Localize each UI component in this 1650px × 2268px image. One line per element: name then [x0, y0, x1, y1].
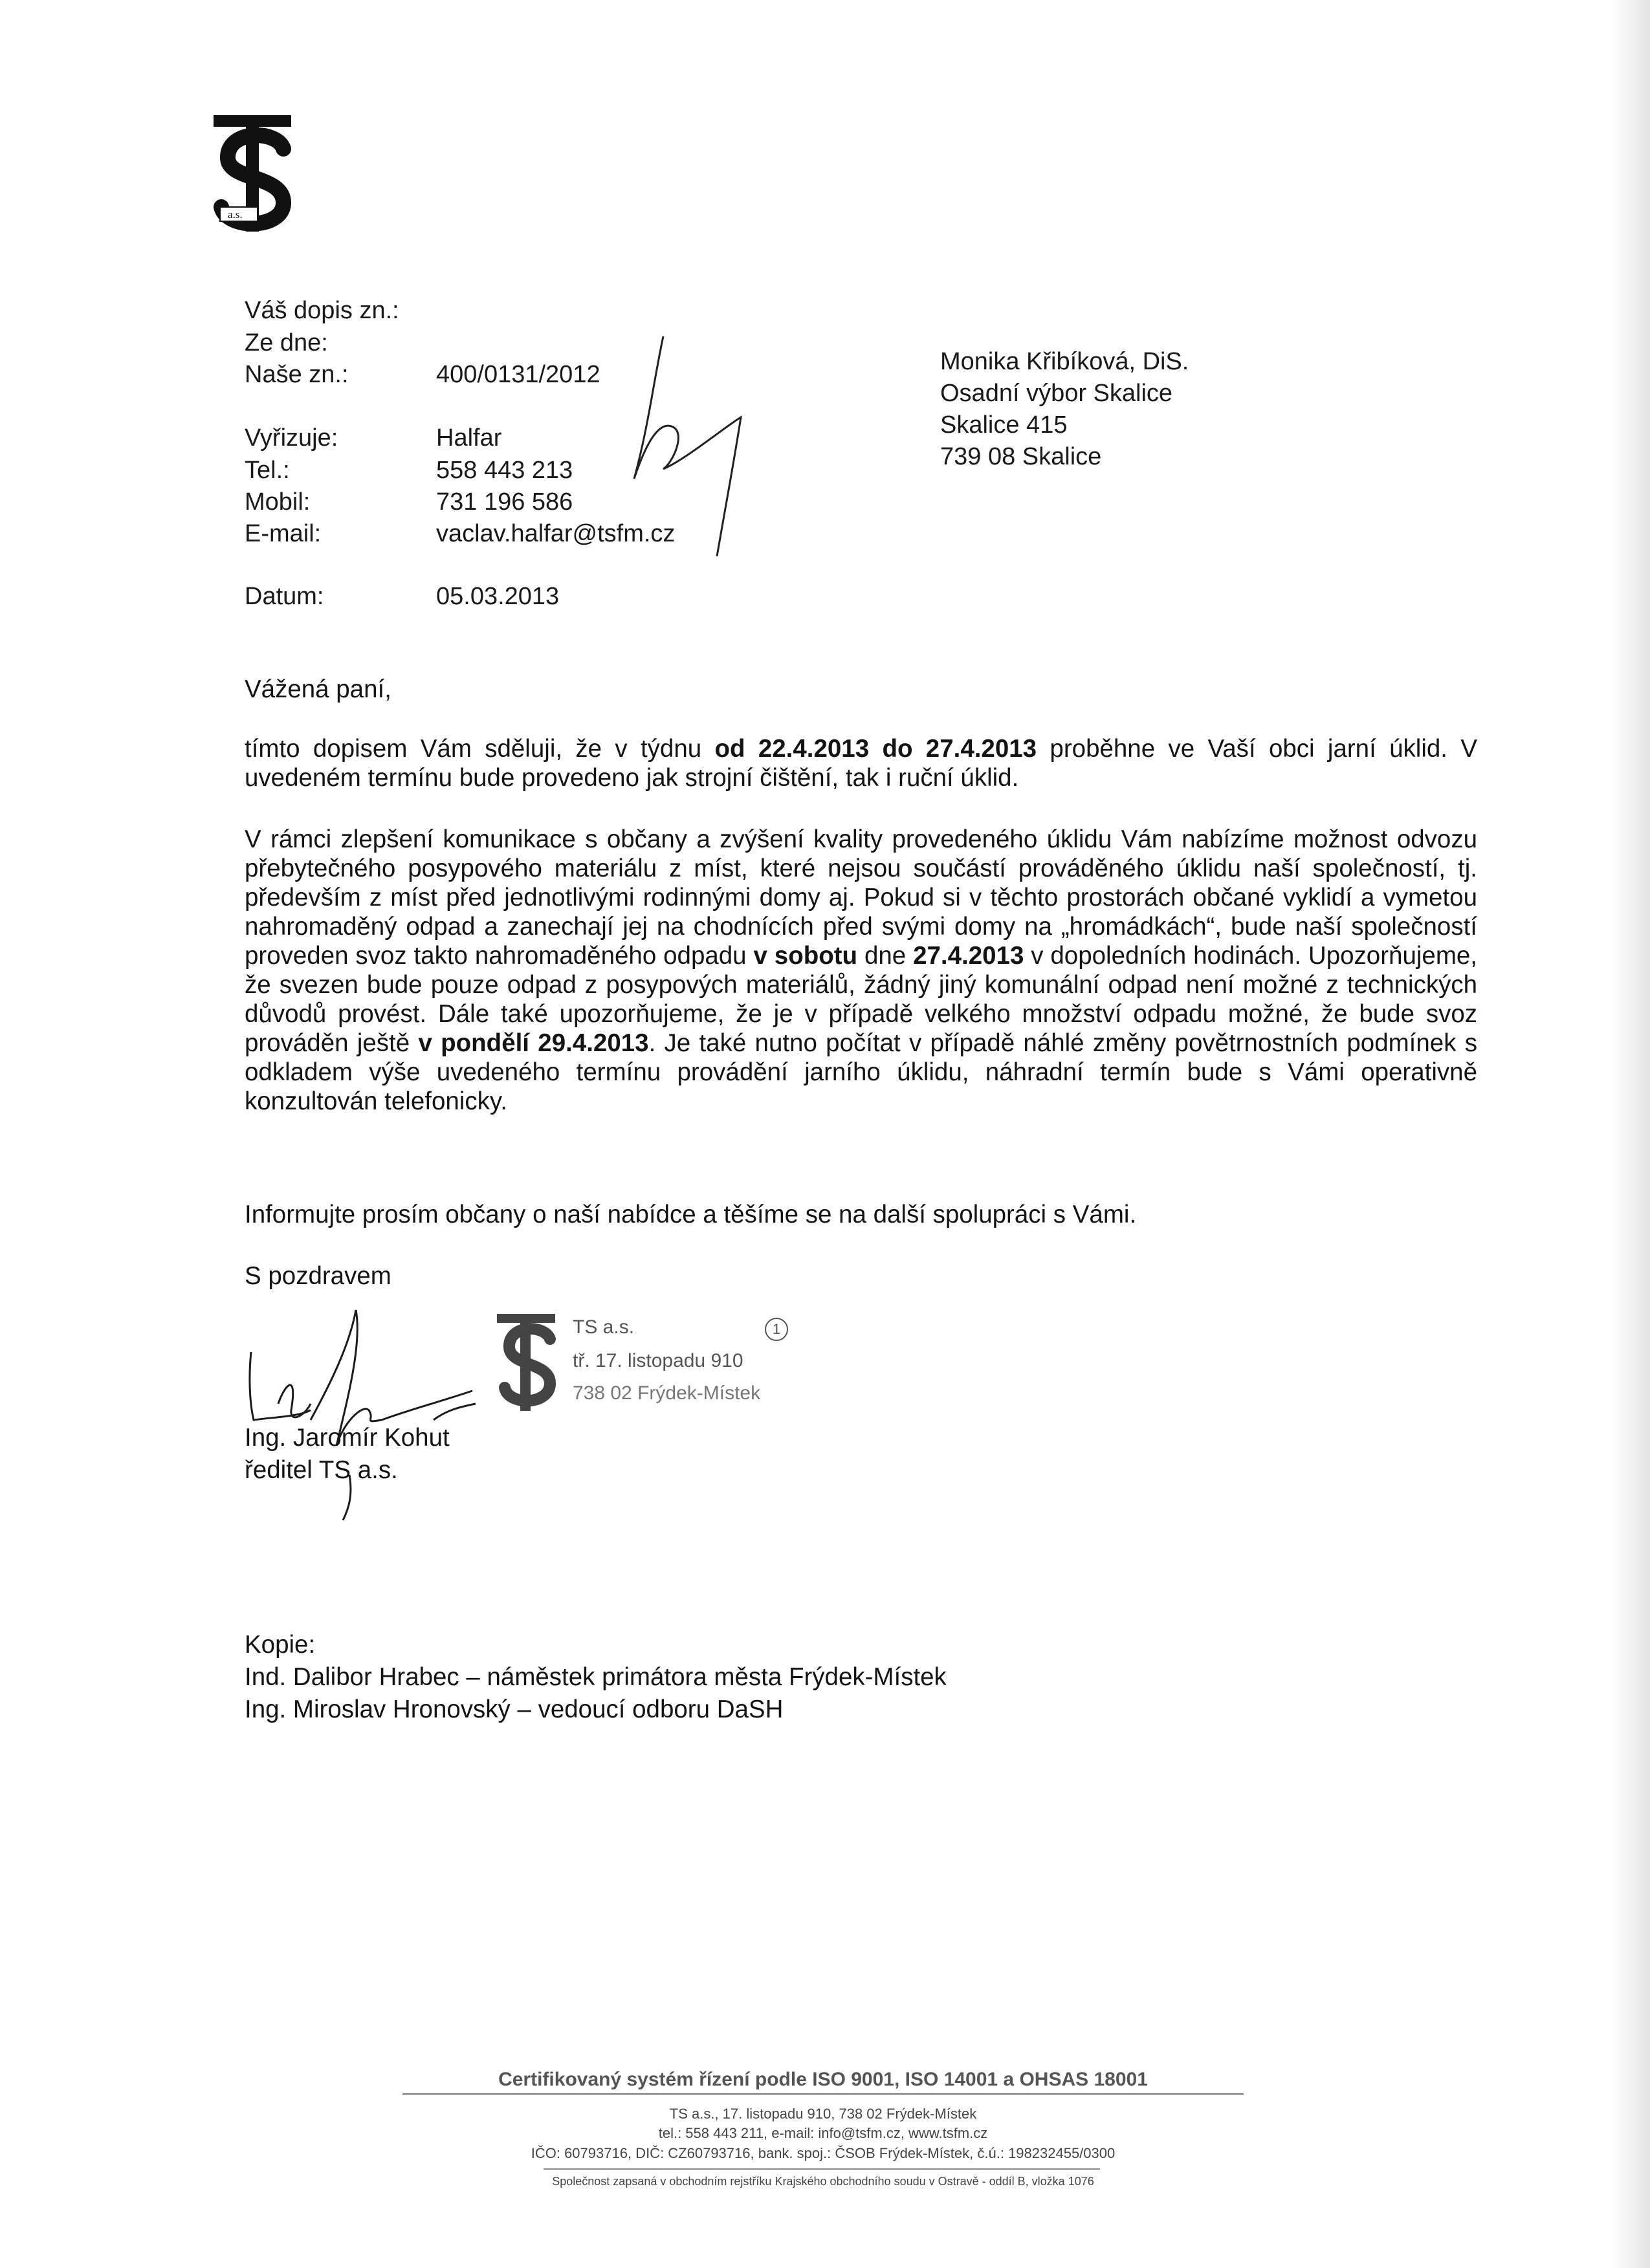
- salutation: Vážená paní,: [245, 675, 391, 703]
- stamp-logo-icon: [492, 1310, 563, 1420]
- company-stamp: [492, 1310, 828, 1433]
- recipient-name: Monika Křibíková, DiS.: [940, 348, 1189, 375]
- p2-text-d: . Je také nutno počítat v případě náhlé změny povětrnostních podmínek s odkladem výše uvedeného termínu provádění jarního úklidu, náhradní termín bude s Vámi operativně konzultován telefonicky.: [245, 1029, 1477, 1115]
- p2-saturday-bold: v sobotu: [753, 942, 858, 970]
- p1-text-a: tímto dopisem Vám sděluji, že v týdnu: [245, 735, 715, 763]
- ref-label-vas-dopis: Váš dopis zn.:: [245, 297, 399, 324]
- p2-text-b: dne: [857, 942, 914, 970]
- paragraph-1: [245, 734, 1477, 792]
- p2-monday-bold: v pondělí 29.4.2013: [418, 1029, 649, 1057]
- copy-recipient-2: Ing. Miroslav Hronovský – vedoucí odboru DaSH: [245, 1696, 784, 1723]
- ref-value-vyrizuje: Halfar: [436, 424, 502, 452]
- ref-label-vyrizuje: Vyřizuje:: [245, 424, 338, 452]
- ref-value-mobil: 731 196 586: [436, 488, 573, 516]
- closing: S pozdravem: [245, 1262, 391, 1290]
- p2-text-c: v dopoledních hodinách. Upozorňujeme, že svezen bude pouze odpad z posypových materiálů, žádný jiný komunální odpad není možné z technických důvodů provést. Dále také upozorňujeme, že je v případě velkého množství odpadu možné, že bude svoz prováděn ještě: [245, 942, 1477, 1057]
- stamp-line-2: tř. 17. listopadu 910: [573, 1350, 743, 1371]
- p2-text-a: V rámci zlepšení komunikace s občany a zvýšení kvality provedeného úklidu Vám nabízíme možnost odvozu přebytečného posypového materiálu z míst, které nejsou součástí prováděného úklidu naší společností, tj. především z míst před jednotlivými rodinnými domy aj. Pokud si v těchto prostorách občané vyklidí a vymetou nahromaděný odpad a zanechají jej na chodnících před svými domy na „hromádkách“, bude naší společností proveden svoz takto nahromaděného odpadu: [245, 825, 1477, 970]
- p2-date-bold: 27.4.2013: [913, 942, 1024, 970]
- stamp-number: 1: [765, 1318, 788, 1341]
- copy-recipient-1: Ind. Dalibor Hrabec – náměstek primátora města Frýdek-Místek: [245, 1663, 947, 1691]
- p1-text-b: proběhne ve Vaší obci jarní úklid. V uvedeném termínu bude provedeno jak strojní čištění, tak i ruční úklid.: [245, 735, 1478, 792]
- paragraph-2: [245, 825, 1477, 1116]
- footer-company-ids: IČO: 60793716, DIČ: CZ60793716, bank. spoj.: ČSOB Frýdek-Místek, č.ú.: 198232455/0300: [531, 2145, 1116, 2161]
- ts-logo-icon: [201, 110, 304, 239]
- ref-label-ze-dne: Ze dne:: [245, 329, 328, 356]
- scan-edge-shadow: [1611, 0, 1650, 2268]
- ref-value-datum: 05.03.2013: [436, 583, 560, 610]
- handwritten-signature: [239, 1307, 511, 1527]
- paragraph-3: Informujte prosím občany o naší nabídce a těšíme se na další spolupráci s Vámi.: [245, 1201, 1137, 1228]
- copies-label: Kopie:: [245, 1631, 316, 1659]
- ref-value-tel: 558 443 213: [436, 457, 573, 484]
- ref-label-datum: Datum:: [245, 583, 324, 610]
- footer-divider: [544, 2168, 1100, 2170]
- footer-registry: Společnost zapsaná v obchodním rejstříku Krajského obchodního soudu v Ostravě - oddíl B, vložka 1076: [552, 2175, 1094, 2188]
- company-logo: [201, 110, 304, 239]
- recipient-org: Osadní výbor Skalice: [940, 380, 1173, 407]
- ref-value-email: vaclav.halfar@tsfm.cz: [436, 520, 676, 547]
- recipient-city: 739 08 Skalice: [940, 443, 1102, 470]
- footer-address: TS a.s., 17. listopadu 910, 738 02 Frýdek-Místek: [669, 2106, 977, 2122]
- stamp-line-1: TS a.s.: [573, 1316, 635, 1338]
- ref-label-nase-zn: Naše zn.:: [245, 361, 349, 388]
- ref-label-email: E-mail:: [245, 520, 322, 547]
- signer-name: Ing. Jaromír Kohut: [245, 1424, 450, 1452]
- stamp-line-3: 738 02 Frýdek-Místek: [573, 1382, 761, 1404]
- p1-dates-bold: od 22.4.2013 do 27.4.2013: [714, 735, 1037, 763]
- footer-contact: tel.: 558 443 211, e-mail: info@tsfm.cz, www.tsfm.cz: [658, 2125, 988, 2141]
- footer-certification: Certifikovaný systém řízení podle ISO 9001, ISO 14001 a OHSAS 18001: [402, 2069, 1244, 2095]
- ref-label-tel: Tel.:: [245, 457, 290, 484]
- recipient-street: Skalice 415: [940, 411, 1068, 439]
- ref-label-mobil: Mobil:: [245, 488, 311, 516]
- signer-title: ředitel TS a.s.: [245, 1456, 398, 1484]
- handwritten-initials-mark: [608, 330, 764, 563]
- ref-value-nase-zn: 400/0131/2012: [436, 361, 600, 388]
- logo-suffix: a.s.: [228, 208, 243, 221]
